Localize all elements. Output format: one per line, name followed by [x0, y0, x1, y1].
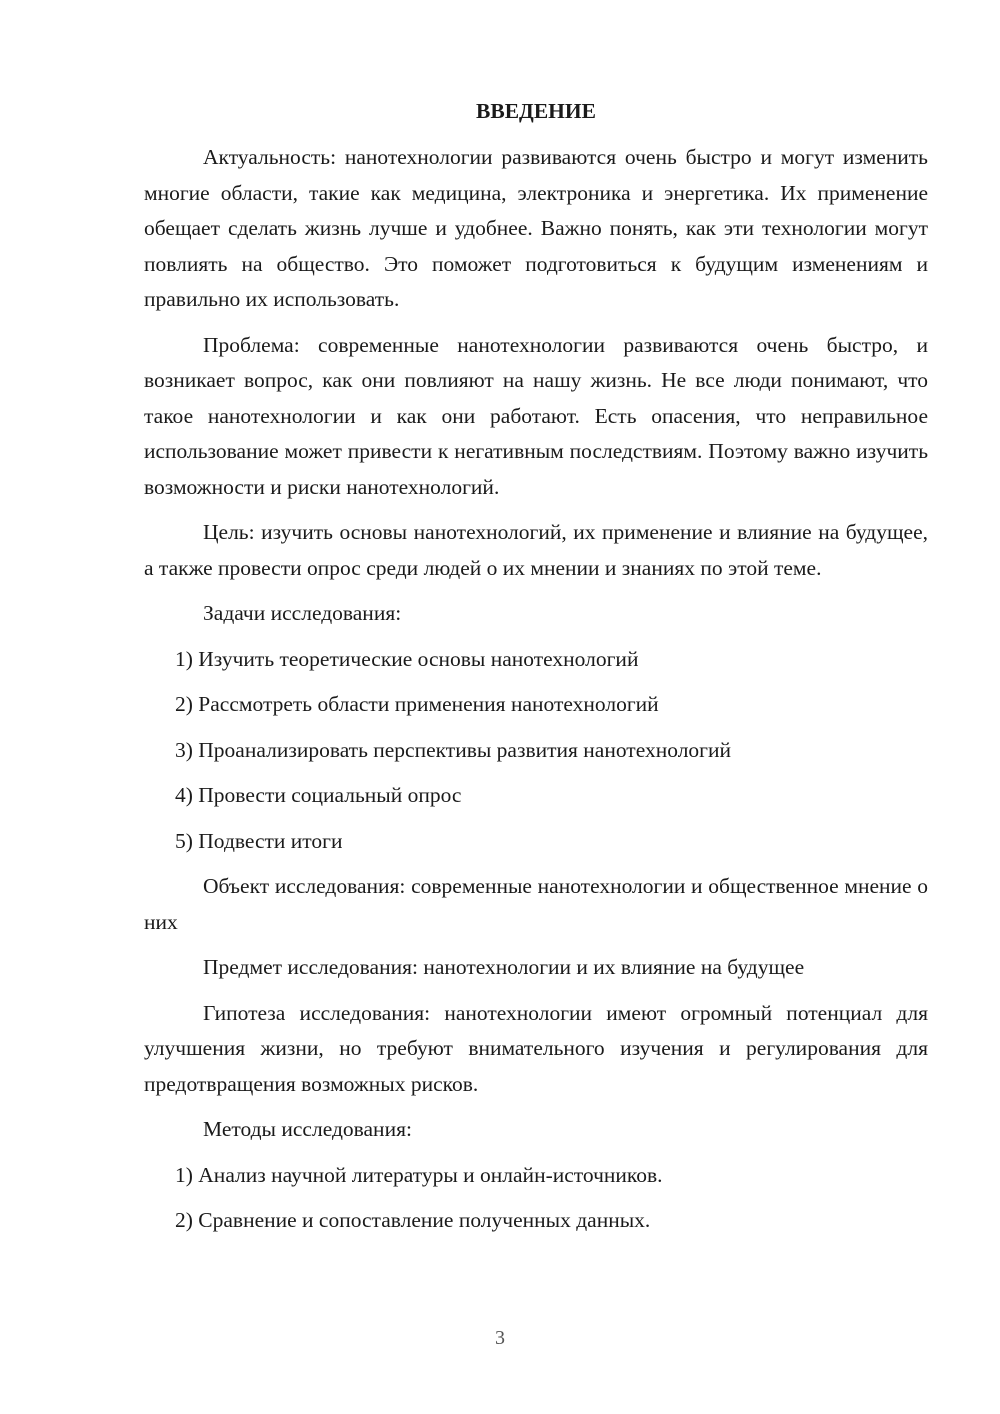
task-item: 3) Проанализировать перспективы развития нанотехнологий	[175, 737, 731, 762]
methods-title: Методы исследования:	[203, 1117, 412, 1141]
tasks-title: Задачи исследования:	[203, 601, 402, 625]
page-content	[144, 94, 928, 1249]
task-item: 1) Изучить теоретические основы нанотехнологий	[175, 646, 639, 671]
subject-paragraph: Предмет исследования: нанотехнологии и их влияние на будущее	[203, 955, 805, 979]
task-item: 4) Провести социальный опрос	[175, 783, 462, 807]
relevance-paragraph: Актуальность: нанотехнологии развиваются очень быстро и могут изменить многие области, такие как медицина, электроника и энергетика. Их применение обещает сделать жизнь лучше и удобнее. Важно понять, как эти технологии могут повлиять на общество. Это поможет подготовиться к будущим изменениям и правильно их использовать.	[144, 145, 928, 311]
page-number: 3	[495, 1327, 505, 1349]
task-item: 2) Рассмотреть области применения нанотехнологий	[175, 692, 659, 716]
problem-paragraph: Проблема: современные нанотехнологии развиваются очень быстро, и возникает вопрос, как они повлияют на нашу жизнь. Не все люди понимают, что такое нанотехнологии и как они работают. Есть опасения, что неправильное использование может привести к негативным последствиям. Поэтому важно изучить возможности и риски нанотехнологий.	[144, 332, 928, 499]
method-item: 1) Анализ научной литературы и онлайн-источников.	[175, 1162, 663, 1187]
goal-paragraph: Цель: изучить основы нанотехнологий, их применение и влияние на будущее, а также провести опрос среди людей о их мнении и знаниях по этой теме.	[144, 520, 928, 580]
hypothesis-paragraph: Гипотеза исследования: нанотехнологии имеют огромный потенциал для улучшения жизни, но требуют внимательного изучения и регулирования для предотвращения возможных рисков.	[144, 1000, 928, 1096]
section-heading: ВВЕДЕНИЕ	[476, 99, 596, 123]
task-item: 5) Подвести итоги	[175, 828, 343, 853]
object-paragraph: Объект исследования: современные нанотехнологии и общественное мнение о них	[144, 874, 928, 934]
method-item: 2) Сравнение и сопоставление полученных данных.	[175, 1208, 651, 1232]
